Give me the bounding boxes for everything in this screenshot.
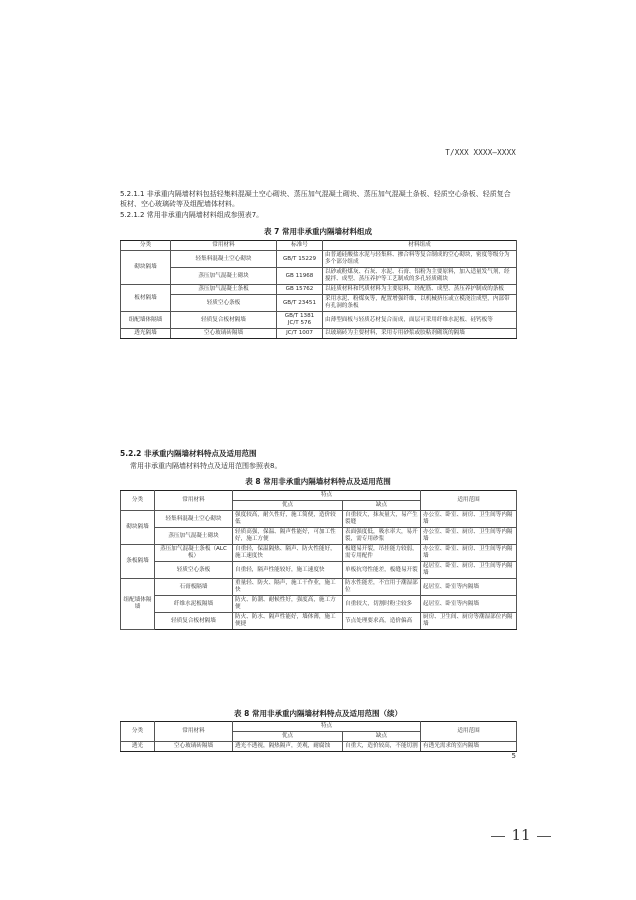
table-8-continued — [120, 721, 517, 752]
table-8-header-row — [121, 491, 517, 501]
section-5-2-1-2: 5.2.1.2 常用非承重内隔墙材料组成参照表7。 — [120, 211, 264, 219]
standard-cell: GB/T 1381 JC/T 576 — [277, 312, 323, 329]
table-7-header-standard: 标准号 — [277, 241, 323, 251]
table-8-header-scope: 适用范围 — [421, 491, 517, 511]
standard-cell: JC/T 1007 — [277, 329, 323, 339]
material-cell: 轻质空心条板 — [155, 562, 233, 579]
table-8c-header-category: 分类 — [121, 722, 155, 742]
category-cell: 组配墙体隔墙 — [121, 312, 171, 329]
material-cell: 轻质复合板材隔墙 — [155, 613, 233, 630]
composition-cell: 由普通硅酸盐水泥与轻集料、掺合料等复合制成的空心砌块，密度等级分为多个部分组成 — [323, 251, 517, 268]
material-cell: 轻集料混凝土空心砌块 — [171, 251, 277, 268]
table-row — [121, 613, 517, 630]
material-cell: 蒸压加气混凝土砌块 — [155, 528, 233, 545]
table-row — [121, 285, 517, 295]
scope-cell: 办公室、卧室、厨房、卫生间等内隔墙 — [421, 545, 517, 562]
category-cell: 砌块隔墙 — [121, 251, 171, 285]
table-row — [121, 329, 517, 339]
folio-left-dash — [491, 836, 505, 837]
table-7-header-composition: 材料组成 — [323, 241, 517, 251]
table-row — [121, 562, 517, 579]
table-8c-header-advantage: 优点 — [233, 732, 343, 742]
table-8-header-material: 常用材料 — [155, 491, 233, 511]
document-page — [120, 148, 516, 758]
composition-cell: 以玻璃砖为主要材料，采用专用砂浆或胶粘剂砌筑的隔墙 — [323, 329, 517, 339]
scope-cell: 厨房、卫生间、厨房等潮湿部位内隔墙 — [421, 613, 517, 630]
advantage-cell: 防火、防潮、耐候性好，强度高，施工方便 — [233, 596, 343, 613]
table-8-header-features: 特点 — [233, 491, 421, 501]
composition-cell: 由薄型面板与轻质芯材复合而成，面层可采用纤维水泥板、硅钙板等 — [323, 312, 517, 329]
scope-cell: 起居室、卧室等内隔墙 — [421, 579, 517, 596]
table-8-header-category: 分类 — [121, 491, 155, 511]
material-cell: 蒸压加气混凝土条板（ALC板） — [155, 545, 233, 562]
table-row — [121, 579, 517, 596]
disadvantage-cell: 自重较大，抹灰量大，易产生裂缝 — [343, 511, 421, 528]
table-8-caption: 表 8 常用非承重内隔墙材料特点及适用范围 — [245, 477, 391, 486]
advantage-cell: 强度较高，耐久性好，施工简便，造价较低 — [233, 511, 343, 528]
inner-page-number: 5 — [511, 752, 516, 760]
folio — [480, 826, 562, 844]
advantage-cell: 自重轻，保温隔热、隔声、防火性能好，施工速度快 — [233, 545, 343, 562]
table-7 — [120, 240, 517, 339]
table-8-header-advantage: 优点 — [233, 501, 343, 511]
category-cell: 组配墙体隔墙 — [121, 579, 155, 630]
advantage-cell: 透光不透视，隔热隔声，美观，耐腐蚀 — [233, 742, 343, 752]
category-cell: 砌块隔墙 — [121, 511, 155, 545]
table-8-continued-caption: 表 8 常用非承重内隔墙材料特点及适用范围（续） — [234, 709, 402, 718]
scope-cell: 有透光需求的室内隔墙 — [421, 742, 517, 752]
folio-right-dash — [537, 836, 551, 837]
table-row — [121, 251, 517, 268]
table-7-caption: 表 7 常用非承重内隔墙材料组成 — [264, 227, 372, 236]
material-cell: 轻质空心条板 — [171, 295, 277, 312]
composition-cell: 采用水泥、粉煤灰等，配置增强纤维，以机械挤压或立模浇注成型，内部带有孔洞的条板 — [323, 295, 517, 312]
table-8c-header-scope: 适用范围 — [421, 722, 517, 742]
advantage-cell: 自重轻，隔声性能较好，施工速度快 — [233, 562, 343, 579]
section-5-2-1-1: 5.2.1.1 非承重内隔墙材料包括轻集料混凝土空心砌块、蒸压加气混凝土砌块、蒸压加气混凝土条板、轻质空心条板、轻质复合板材、空心玻璃砖等及组配墙体材料。 — [120, 190, 511, 208]
section-5-2-2-body: 常用非承重内隔墙材料特点及适用范围参照表8。 — [130, 462, 282, 470]
table-row — [121, 268, 517, 285]
table-row — [121, 596, 517, 613]
table-7-header-category: 分类 — [121, 241, 171, 251]
standard-cell: GB/T 23451 — [277, 295, 323, 312]
material-cell: 蒸压加气混凝土砌块 — [171, 268, 277, 285]
material-cell: 石膏板隔墙 — [155, 579, 233, 596]
table-8c-header-features: 特点 — [233, 722, 421, 732]
disadvantage-cell: 自重较大，切割时粉尘较多 — [343, 596, 421, 613]
table-row — [121, 312, 517, 329]
standard-cell: GB 11968 — [277, 268, 323, 285]
advantage-cell: 防火、防水、隔声性能好，墙体薄，施工便捷 — [233, 613, 343, 630]
disadvantage-cell: 板缝易开裂，吊挂能力较弱，需专用配件 — [343, 545, 421, 562]
material-cell: 空心玻璃砖隔墙 — [171, 329, 277, 339]
table-row — [121, 511, 517, 528]
table-row — [121, 295, 517, 312]
category-cell: 条板隔墙 — [121, 545, 155, 579]
table-8 — [120, 490, 517, 630]
advantage-cell: 轻质高强，保温、隔声性能好，可加工性好，施工方便 — [233, 528, 343, 545]
category-cell: 透光 — [121, 742, 155, 752]
material-cell: 蒸压加气混凝土条板 — [171, 285, 277, 295]
disadvantage-cell: 表面强度低，吸水率大，易开裂，需专用砂浆 — [343, 528, 421, 545]
table-7-header-material: 常用材料 — [171, 241, 277, 251]
section-5-2-2-title: 5.2.2 非承重内隔墙材料特点及适用范围 — [120, 449, 257, 458]
advantage-cell: 重量轻、防火、隔声，施工干作业，施工快 — [233, 579, 343, 596]
standard-cell: GB 15762 — [277, 285, 323, 295]
table-row — [121, 545, 517, 562]
scope-cell: 起居室、卧室、厨房、卫生间等内隔墙 — [421, 562, 517, 579]
material-cell: 纤维水泥板隔墙 — [155, 596, 233, 613]
disadvantage-cell: 防水性能差，不宜用于潮湿部位 — [343, 579, 421, 596]
disadvantage-cell: 单板抗弯性能差，板缝易开裂 — [343, 562, 421, 579]
composition-cell: 以硅质材料和钙质材料为主要原料，经配筋、成型、蒸压养护制成的条板 — [323, 285, 517, 295]
table-8-header-disadvantage: 缺点 — [343, 501, 421, 511]
table-8c-header-row — [121, 722, 517, 732]
standard-code-header: T/XXX XXXX—XXXX — [445, 148, 516, 157]
category-cell: 透光隔墙 — [121, 329, 171, 339]
category-cell: 板材隔墙 — [121, 285, 171, 312]
scope-cell: 办公室、卧室、厨房、卫生间等内隔墙 — [421, 511, 517, 528]
composition-cell: 以砂或粉煤灰、石灰、水泥、石膏、铝粉为主要原料，加入适量发气剂，经搅拌、成型、蒸压养护等工艺制成的多孔轻质砌块 — [323, 268, 517, 285]
standard-cell: GB/T 15229 — [277, 251, 323, 268]
folio-number: 11 — [511, 826, 531, 844]
table-row — [121, 742, 517, 752]
material-cell: 轻集料混凝土空心砌块 — [155, 511, 233, 528]
disadvantage-cell: 节点处理要求高，造价偏高 — [343, 613, 421, 630]
material-cell: 轻质复合板材隔墙 — [171, 312, 277, 329]
table-7-header-row — [121, 241, 517, 251]
table-8c-header-disadvantage: 缺点 — [343, 732, 421, 742]
table-8c-header-material: 常用材料 — [155, 722, 233, 742]
scope-cell: 起居室、卧室等内隔墙 — [421, 596, 517, 613]
material-cell: 空心玻璃砖隔墙 — [155, 742, 233, 752]
table-row — [121, 528, 517, 545]
scope-cell: 办公室、卧室、厨房、卫生间等内隔墙 — [421, 528, 517, 545]
disadvantage-cell: 自重大，造价较高，不能切割 — [343, 742, 421, 752]
